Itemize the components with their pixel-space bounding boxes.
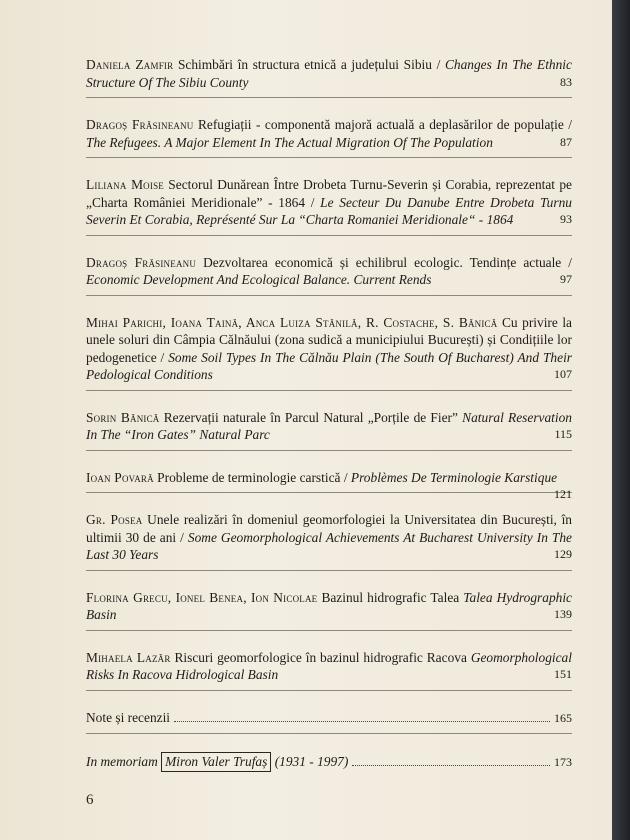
entry-author: Liliana Moise xyxy=(86,177,164,192)
toc-entry xyxy=(86,469,572,501)
entry-title-ro: Refugiații - componentă majoră actuală a deplasărilor de populație / xyxy=(197,117,572,132)
entry-title-ro: Bazinul hidrografic Talea xyxy=(321,589,460,605)
entry-title-en: Some Soil Types In The Călnău Plain (The South Of Bucharest) And Their Pedological Conditions xyxy=(86,349,572,382)
table-of-contents xyxy=(86,56,572,796)
entry-title-ro: Rezervații naturale în Parcul Natural „Porțile de Fier” xyxy=(163,409,458,425)
entry-title-en: Natural Reservation In The “Iron Gates” Natural Parc xyxy=(86,409,572,442)
entry-page: 129 xyxy=(554,547,572,561)
memoriam-years: (1931 - 1997) xyxy=(274,754,349,769)
toc-entry xyxy=(86,589,572,631)
leader-dots xyxy=(174,720,550,722)
toc-entry xyxy=(86,409,572,451)
leader-dots xyxy=(352,764,550,766)
memoriam-prefix: In memoriam xyxy=(86,754,158,769)
toc-entry xyxy=(86,314,572,391)
entry-author: Florina Grecu, Ionel Benea, Ion Nicolae xyxy=(86,589,318,605)
toc-entry xyxy=(86,116,572,158)
page-number: 6 xyxy=(86,792,94,808)
entry-page: 115 xyxy=(554,427,572,441)
entry-title-en: Changes In The Ethnic Structure Of The Sibiu County xyxy=(86,57,572,90)
entry-author: Sorin Bănică xyxy=(86,409,160,425)
memoriam-page: 173 xyxy=(554,755,572,769)
notes-label: Note și recenzii xyxy=(86,709,171,725)
entry-author: Mihai Parichi, Ioana Taină, Anca Luiza Stănilă, R. Costache, S. Bănică xyxy=(86,314,498,330)
entry-title-ro: Cu privire la unele soluri din Câmpia Călnăului (zona sudică a municipiului București) și Condițiile lor pedogenetice / xyxy=(86,314,572,365)
toc-entry-notes xyxy=(86,709,572,735)
entry-title-ro: Schimbări în structura etnică a județului Sibiu / xyxy=(177,57,441,72)
toc-entry xyxy=(86,649,572,691)
toc-entry xyxy=(86,56,572,98)
entry-page: 139 xyxy=(554,607,572,621)
toc-entry-memoriam xyxy=(86,752,572,778)
entry-title-ro: Unele realizări în domeniul geomorfologiei la Universitatea din București, în ultimii 30 de ani / xyxy=(86,512,573,545)
entry-title-en: Problèmes De Terminologie Karstique xyxy=(350,469,558,485)
entry-title-ro: Riscuri geomorfologice în bazinul hidrografic Racova xyxy=(174,649,467,665)
entry-page: 121 xyxy=(554,487,572,501)
entry-author: Gr. Posea xyxy=(86,512,143,527)
entry-title-en: Geomorphological Risks In Racova Hidrological Basin xyxy=(86,649,572,682)
entry-author: Dragoș Frăsineanu xyxy=(86,254,197,270)
entry-title-en: Le Secteur Du Danube Entre Drobeta Turnu Severin Et Corabia, Représenté Sur La “Charta Romaniei Meridionale“ - 1864 xyxy=(86,194,572,227)
entry-page: 151 xyxy=(554,667,572,681)
memoriam-name: Miron Valer Trufaș xyxy=(161,752,271,772)
entry-page: 87 xyxy=(560,134,572,149)
entry-title-en: Economic Development And Ecological Balance. Current Rends xyxy=(86,272,432,287)
entry-title-en: Talea Hydrographic Basin xyxy=(86,589,572,622)
toc-entry xyxy=(86,254,572,296)
book-spine xyxy=(612,0,630,840)
entry-title-en: The Refugees. A Major Element In The Actual Migration Of The Population xyxy=(86,134,493,150)
entry-author: Daniela Zamfir xyxy=(86,57,174,72)
entry-page: 93 xyxy=(560,212,572,226)
toc-entry xyxy=(86,511,572,571)
entry-page: 107 xyxy=(554,367,572,381)
notes-page: 165 xyxy=(554,710,572,725)
entry-author: Ioan Povară xyxy=(86,469,154,485)
toc-entry xyxy=(86,176,572,236)
entry-title-ro: Sectorul Dunărean Între Drobeta Turnu-Severin și Corabia, reprezentat pe „Charta României Meridionale” - 1864 / xyxy=(86,177,572,210)
entry-page: 97 xyxy=(560,272,572,286)
entry-title-ro: Dezvoltarea economică și echilibrul ecologic. Tendințe actuale / xyxy=(203,254,572,270)
entry-title-ro: Probleme de terminologie carstică / xyxy=(157,469,348,485)
entry-title-en: Some Geomorphological Achievements At Bucharest University In The Last 30 Years xyxy=(86,529,572,562)
entry-author: Mihaela Lazăr xyxy=(86,649,171,665)
entry-author: Dragoș Frăsineanu xyxy=(86,117,194,132)
entry-page: 83 xyxy=(560,74,572,89)
